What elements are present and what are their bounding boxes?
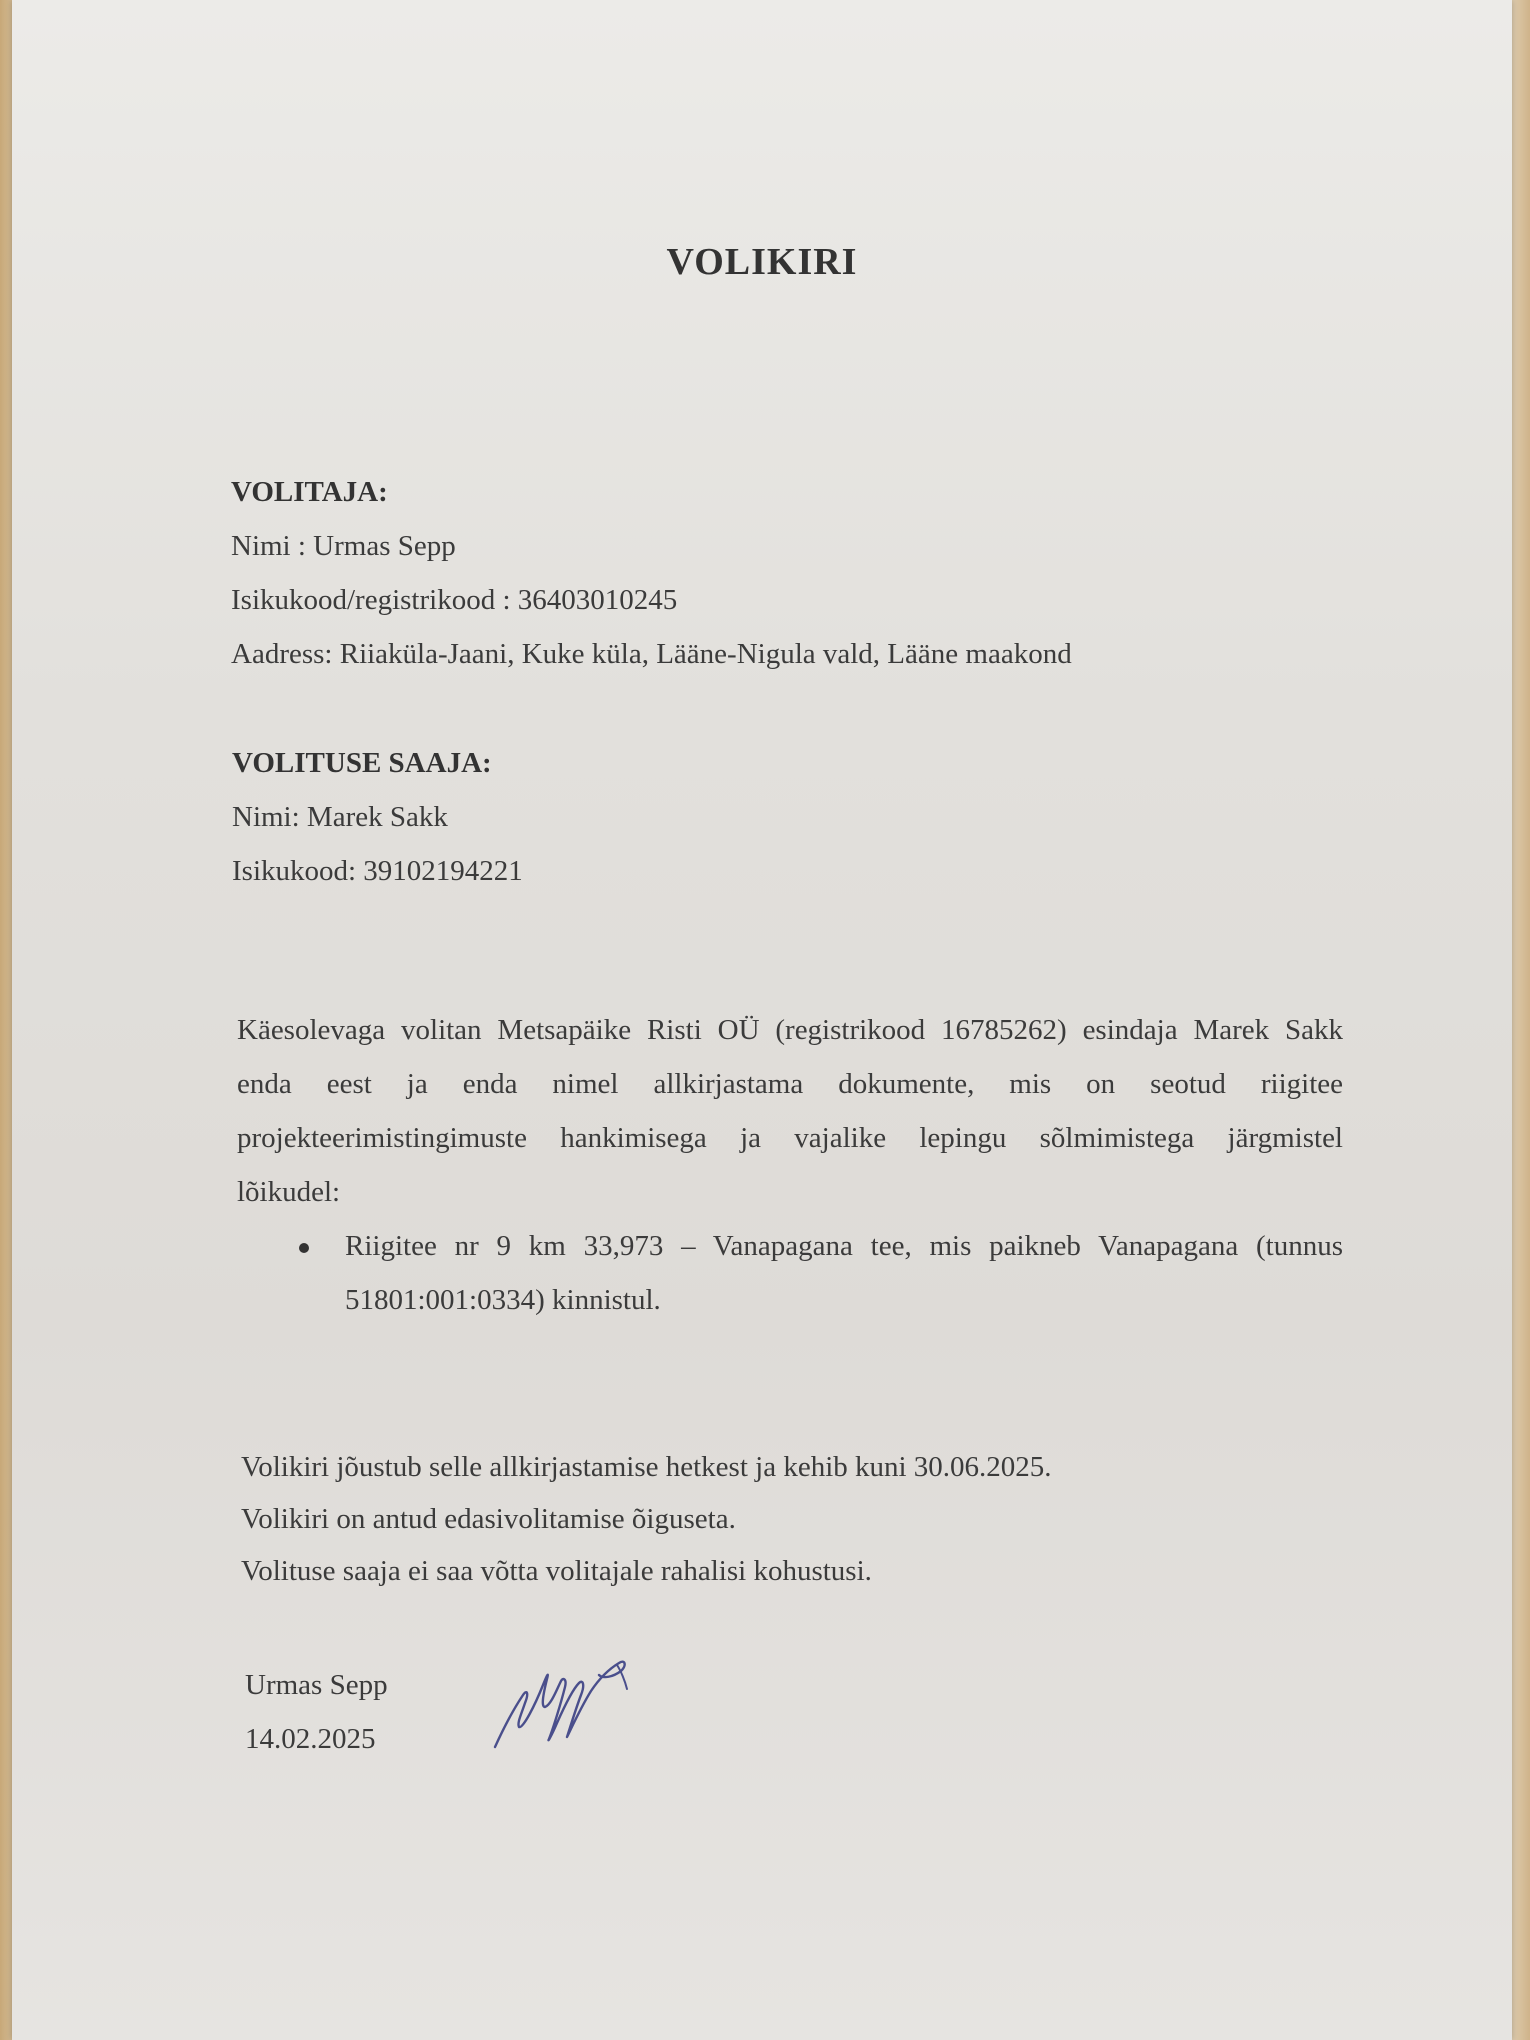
subdelegation-term: Volikiri on antud edasivolitamise õiguseta. (241, 1503, 736, 1535)
volitaja-code: Isikukood/registrikood : 36403010245 (231, 584, 678, 616)
authorization-paragraph (237, 1003, 1343, 1219)
volitaja-address: Aadress: Riiaküla-Jaani, Kuke küla, Lääne-Nigula vald, Lääne maakond (231, 638, 1072, 670)
document-page (12, 0, 1512, 2040)
financial-obligation-term: Volituse saaja ei saa võtta volitajale rahalisi kohustusi. (241, 1555, 872, 1587)
bullet-icon (299, 1243, 309, 1253)
paragraph-line: enda eest ja enda nimel allkirjastama dokumente, mis on seotud riigitee (237, 1068, 1343, 1100)
signer-name: Urmas Sepp (245, 1669, 388, 1701)
saaja-name: Nimi: Marek Sakk (232, 801, 448, 833)
bullet-line: Riigitee nr 9 km 33,973 – Vanapagana tee, mis paikneb Vanapagana (tunnus (345, 1230, 1343, 1262)
saaja-heading: VOLITUSE SAAJA: (232, 747, 492, 779)
signing-date: 14.02.2025 (245, 1723, 376, 1755)
road-section-text (345, 1219, 1343, 1327)
paragraph-line: projekteerimistingimuste hankimisega ja vajalike lepingu sõlmimistega järgmistel (237, 1122, 1343, 1154)
paragraph-line: lõikudel: (237, 1176, 341, 1208)
saaja-code: Isikukood: 39102194221 (232, 855, 523, 887)
document-title: VOLIKIRI (666, 241, 858, 283)
bullet-line: 51801:001:0334) kinnistul. (345, 1284, 661, 1316)
validity-term: Volikiri jõustub selle allkirjastamise hetkest ja kehib kuni 30.06.2025. (241, 1451, 1052, 1483)
volitaja-heading: VOLITAJA: (231, 476, 388, 508)
handwritten-signature (487, 1645, 687, 1765)
volitaja-name: Nimi : Urmas Sepp (231, 530, 456, 562)
paragraph-line: Käesolevaga volitan Metsapäike Risti OÜ (registrikood 16785262) esindaja Marek Sakk (237, 1014, 1343, 1046)
